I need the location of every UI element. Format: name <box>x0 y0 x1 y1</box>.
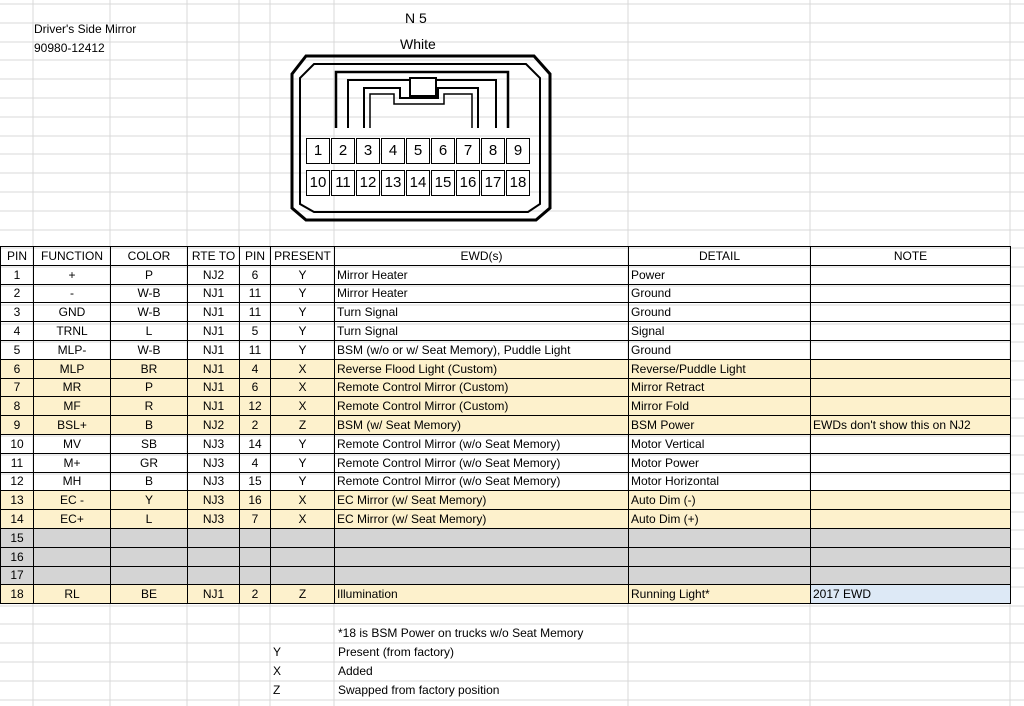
function-cell[interactable]: EC+ <box>34 510 111 529</box>
present-cell[interactable]: Y <box>271 322 335 341</box>
route-pin-cell[interactable]: 11 <box>240 284 271 303</box>
ewd-cell[interactable]: Illumination <box>335 585 629 604</box>
detail-cell[interactable]: Auto Dim (-) <box>629 491 811 510</box>
function-cell[interactable]: GND <box>34 303 111 322</box>
present-cell[interactable] <box>271 547 335 566</box>
present-cell[interactable]: X <box>271 510 335 529</box>
table-row <box>1 491 1011 510</box>
route-to-cell[interactable]: NJ3 <box>188 510 240 529</box>
detail-cell[interactable] <box>629 547 811 566</box>
present-cell[interactable]: X <box>271 491 335 510</box>
connector-pin-cell: 10 <box>306 170 330 196</box>
note-cell[interactable]: 2017 EWD <box>811 585 1011 604</box>
footnote: *18 is BSM Power on trucks w/o Seat Memory <box>338 626 584 640</box>
pin-cell[interactable]: 11 <box>1 453 34 472</box>
detail-cell[interactable]: Motor Power <box>629 453 811 472</box>
detail-cell[interactable]: Motor Vertical <box>629 434 811 453</box>
route-to-cell[interactable]: NJ1 <box>188 322 240 341</box>
detail-cell[interactable]: Power <box>629 265 811 284</box>
route-pin-cell[interactable]: 2 <box>240 585 271 604</box>
route-pin-cell[interactable]: 2 <box>240 416 271 435</box>
legend-meaning-x: Added <box>338 664 373 678</box>
route-to-cell[interactable]: NJ2 <box>188 265 240 284</box>
note-cell[interactable] <box>811 284 1011 303</box>
table-row <box>1 303 1011 322</box>
route-pin-cell[interactable]: 14 <box>240 434 271 453</box>
pin-cell[interactable]: 10 <box>1 434 34 453</box>
present-cell[interactable]: Y <box>271 265 335 284</box>
ewd-cell[interactable]: EC Mirror (w/ Seat Memory) <box>335 491 629 510</box>
function-cell[interactable]: MH <box>34 472 111 491</box>
pin-cell[interactable]: 2 <box>1 284 34 303</box>
wire-color-cell[interactable]: Y <box>111 491 188 510</box>
ewd-cell[interactable]: Remote Control Mirror (w/o Seat Memory) <box>335 434 629 453</box>
wire-color-cell[interactable]: GR <box>111 453 188 472</box>
legend-meaning-z: Swapped from factory position <box>338 683 500 697</box>
note-cell[interactable] <box>811 434 1011 453</box>
table-row <box>1 340 1011 359</box>
pin-cell[interactable]: 13 <box>1 491 34 510</box>
function-cell[interactable]: MLP- <box>34 340 111 359</box>
wire-color-cell[interactable]: P <box>111 265 188 284</box>
route-pin-cell[interactable]: 11 <box>240 340 271 359</box>
legend-code-x: X <box>273 664 282 678</box>
table-row <box>1 453 1011 472</box>
connector-pin-cell: 4 <box>381 138 405 164</box>
function-cell[interactable]: BSL+ <box>34 416 111 435</box>
col-header-ewd[interactable]: EWD(s) <box>335 247 629 266</box>
route-pin-cell[interactable]: 11 <box>240 303 271 322</box>
present-cell[interactable]: X <box>271 378 335 397</box>
pin-cell[interactable]: 7 <box>1 378 34 397</box>
function-cell[interactable] <box>34 547 111 566</box>
present-cell[interactable]: Y <box>271 284 335 303</box>
note-cell[interactable] <box>811 510 1011 529</box>
wire-color-cell[interactable]: L <box>111 322 188 341</box>
detail-cell[interactable]: Reverse/Puddle Light <box>629 359 811 378</box>
table-row <box>1 359 1011 378</box>
col-header-rte-pin[interactable]: PIN <box>240 247 271 266</box>
present-cell[interactable]: X <box>271 359 335 378</box>
wire-color-cell[interactable]: L <box>111 510 188 529</box>
function-cell[interactable]: MV <box>34 434 111 453</box>
ewd-cell[interactable]: Turn Signal <box>335 303 629 322</box>
table-row <box>1 566 1011 585</box>
connector-pin-cell: 13 <box>381 170 405 196</box>
present-cell[interactable]: Y <box>271 434 335 453</box>
function-cell[interactable]: MLP <box>34 359 111 378</box>
detail-cell[interactable]: Mirror Retract <box>629 378 811 397</box>
function-cell[interactable]: EC - <box>34 491 111 510</box>
function-cell[interactable] <box>34 566 111 585</box>
route-to-cell[interactable]: NJ3 <box>188 434 240 453</box>
detail-cell[interactable]: Auto Dim (+) <box>629 510 811 529</box>
ewd-cell[interactable]: BSM (w/ Seat Memory) <box>335 416 629 435</box>
present-cell[interactable]: Z <box>271 585 335 604</box>
note-cell[interactable] <box>811 453 1011 472</box>
connector-pin-cell: 14 <box>406 170 430 196</box>
pin-cell[interactable]: 4 <box>1 322 34 341</box>
connector-pin-cell: 17 <box>481 170 505 196</box>
route-to-cell[interactable] <box>188 566 240 585</box>
connector-pin-cell: 1 <box>306 138 330 164</box>
table-row <box>1 547 1011 566</box>
detail-cell[interactable] <box>629 528 811 547</box>
ewd-cell[interactable]: Mirror Heater <box>335 265 629 284</box>
col-header-function[interactable]: FUNCTION <box>34 247 111 266</box>
connector-pin-cell: 7 <box>456 138 480 164</box>
present-cell[interactable]: Y <box>271 472 335 491</box>
function-cell[interactable]: TRNL <box>34 322 111 341</box>
route-pin-cell[interactable]: 4 <box>240 359 271 378</box>
col-header-color[interactable]: COLOR <box>111 247 188 266</box>
connector-pin-cell: 6 <box>431 138 455 164</box>
function-cell[interactable]: M+ <box>34 453 111 472</box>
note-cell[interactable] <box>811 378 1011 397</box>
route-to-cell[interactable]: NJ1 <box>188 378 240 397</box>
table-row <box>1 284 1011 303</box>
route-to-cell[interactable] <box>188 528 240 547</box>
ewd-cell[interactable]: Mirror Heater <box>335 284 629 303</box>
ewd-cell[interactable]: Remote Control Mirror (Custom) <box>335 397 629 416</box>
col-header-pin[interactable]: PIN <box>1 247 34 266</box>
function-cell[interactable]: + <box>34 265 111 284</box>
connector-pin-cell: 15 <box>431 170 455 196</box>
ewd-cell[interactable]: Remote Control Mirror (w/o Seat Memory) <box>335 472 629 491</box>
pin-table <box>0 246 1011 604</box>
connector-pin-cell: 8 <box>481 138 505 164</box>
function-cell[interactable]: MF <box>34 397 111 416</box>
connector-pin-cell: 3 <box>356 138 380 164</box>
pin-cell[interactable]: 5 <box>1 340 34 359</box>
connector-pin-cell: 5 <box>406 138 430 164</box>
route-pin-cell[interactable]: 7 <box>240 510 271 529</box>
present-cell[interactable] <box>271 566 335 585</box>
legend-meaning-y: Present (from factory) <box>338 645 455 659</box>
route-to-cell[interactable]: NJ1 <box>188 340 240 359</box>
pin-cell[interactable]: 18 <box>1 585 34 604</box>
detail-cell[interactable]: BSM Power <box>629 416 811 435</box>
table-row <box>1 322 1011 341</box>
detail-cell[interactable]: Mirror Fold <box>629 397 811 416</box>
note-cell[interactable] <box>811 528 1011 547</box>
wire-color-cell[interactable]: BR <box>111 359 188 378</box>
wire-color-cell[interactable]: W-B <box>111 340 188 359</box>
table-row <box>1 585 1011 604</box>
ewd-cell[interactable]: BSM (w/o or w/ Seat Memory), Puddle Light <box>335 340 629 359</box>
table-header-row <box>1 247 1011 266</box>
pin-cell[interactable]: 3 <box>1 303 34 322</box>
col-header-rte-to[interactable]: RTE TO <box>188 247 240 266</box>
legend-code-z: Z <box>273 683 281 697</box>
connector-pin-cell: 2 <box>331 138 355 164</box>
route-to-cell[interactable]: NJ1 <box>188 359 240 378</box>
present-cell[interactable]: Y <box>271 340 335 359</box>
route-pin-cell[interactable]: 15 <box>240 472 271 491</box>
route-pin-cell[interactable]: 12 <box>240 397 271 416</box>
connector-pin-cell: 12 <box>356 170 380 196</box>
note-cell[interactable] <box>811 397 1011 416</box>
table-row <box>1 510 1011 529</box>
route-to-cell[interactable]: NJ1 <box>188 585 240 604</box>
present-cell[interactable]: Y <box>271 453 335 472</box>
connector-diagram <box>288 52 554 224</box>
present-cell[interactable]: X <box>271 397 335 416</box>
ewd-cell[interactable]: Remote Control Mirror (Custom) <box>335 378 629 397</box>
ewd-cell[interactable]: Remote Control Mirror (w/o Seat Memory) <box>335 453 629 472</box>
col-header-note[interactable]: NOTE <box>811 247 1011 266</box>
pin-cell[interactable]: 8 <box>1 397 34 416</box>
col-header-detail[interactable]: DETAIL <box>629 247 811 266</box>
route-to-cell[interactable]: NJ1 <box>188 303 240 322</box>
route-to-cell[interactable]: NJ3 <box>188 491 240 510</box>
pin-cell[interactable]: 14 <box>1 510 34 529</box>
wire-color-cell[interactable] <box>111 566 188 585</box>
pin-cell[interactable]: 9 <box>1 416 34 435</box>
wire-color-cell[interactable]: R <box>111 397 188 416</box>
col-header-present[interactable]: PRESENT <box>271 247 335 266</box>
ewd-cell[interactable]: Reverse Flood Light (Custom) <box>335 359 629 378</box>
route-pin-cell[interactable] <box>240 528 271 547</box>
note-cell[interactable] <box>811 322 1011 341</box>
detail-cell[interactable]: Signal <box>629 322 811 341</box>
route-to-cell[interactable] <box>188 547 240 566</box>
route-to-cell[interactable]: NJ2 <box>188 416 240 435</box>
function-cell[interactable]: MR <box>34 378 111 397</box>
note-cell[interactable] <box>811 359 1011 378</box>
route-pin-cell[interactable]: 16 <box>240 491 271 510</box>
pin-cell[interactable]: 17 <box>1 566 34 585</box>
table-row <box>1 528 1011 547</box>
table-row <box>1 265 1011 284</box>
connector-pin-cell: 11 <box>331 170 355 196</box>
note-cell[interactable] <box>811 547 1011 566</box>
wire-color-cell[interactable] <box>111 528 188 547</box>
present-cell[interactable]: Y <box>271 303 335 322</box>
wire-color-cell[interactable]: B <box>111 416 188 435</box>
pin-cell[interactable]: 15 <box>1 528 34 547</box>
note-cell[interactable] <box>811 303 1011 322</box>
route-pin-cell[interactable]: 4 <box>240 453 271 472</box>
route-pin-cell[interactable] <box>240 566 271 585</box>
detail-cell[interactable] <box>629 566 811 585</box>
function-cell[interactable] <box>34 528 111 547</box>
wire-color-cell[interactable] <box>111 547 188 566</box>
pin-cell[interactable]: 6 <box>1 359 34 378</box>
present-cell[interactable] <box>271 528 335 547</box>
route-pin-cell[interactable]: 6 <box>240 265 271 284</box>
wire-color-cell[interactable]: W-B <box>111 284 188 303</box>
detail-cell[interactable]: Running Light* <box>629 585 811 604</box>
legend-code-y: Y <box>273 645 282 659</box>
wire-color-cell[interactable]: SB <box>111 434 188 453</box>
connector-pin-cell: 18 <box>506 170 530 196</box>
note-cell[interactable] <box>811 472 1011 491</box>
present-cell[interactable]: Z <box>271 416 335 435</box>
pin-cell[interactable]: 12 <box>1 472 34 491</box>
table-row <box>1 434 1011 453</box>
route-pin-cell[interactable]: 6 <box>240 378 271 397</box>
ewd-cell[interactable] <box>335 547 629 566</box>
table-row <box>1 397 1011 416</box>
route-to-cell[interactable]: NJ3 <box>188 472 240 491</box>
wire-color-cell[interactable]: B <box>111 472 188 491</box>
function-cell[interactable]: RL <box>34 585 111 604</box>
note-cell[interactable] <box>811 566 1011 585</box>
route-pin-cell[interactable]: 5 <box>240 322 271 341</box>
part-number: 90980-12412 <box>34 41 105 55</box>
pin-cell[interactable]: 16 <box>1 547 34 566</box>
wire-color-cell[interactable]: W-B <box>111 303 188 322</box>
route-to-cell[interactable]: NJ3 <box>188 453 240 472</box>
pin-cell[interactable]: 1 <box>1 265 34 284</box>
route-pin-cell[interactable] <box>240 547 271 566</box>
detail-cell[interactable]: Ground <box>629 340 811 359</box>
detail-cell[interactable]: Motor Horizontal <box>629 472 811 491</box>
ewd-cell[interactable]: EC Mirror (w/ Seat Memory) <box>335 510 629 529</box>
route-to-cell[interactable]: NJ1 <box>188 397 240 416</box>
connector-pin-cell: 9 <box>506 138 530 164</box>
ewd-cell[interactable] <box>335 528 629 547</box>
table-row <box>1 416 1011 435</box>
route-to-cell[interactable]: NJ1 <box>188 284 240 303</box>
connector-id: N 5 <box>405 10 427 26</box>
connector-pin-cell: 16 <box>456 170 480 196</box>
table-row <box>1 378 1011 397</box>
wire-color-cell[interactable]: BE <box>111 585 188 604</box>
table-row <box>1 472 1011 491</box>
note-cell[interactable] <box>811 340 1011 359</box>
note-cell[interactable]: EWDs don't show this on NJ2 <box>811 416 1011 435</box>
note-cell[interactable] <box>811 265 1011 284</box>
part-name: Driver's Side Mirror <box>34 22 137 36</box>
note-cell[interactable] <box>811 491 1011 510</box>
detail-cell[interactable]: Ground <box>629 284 811 303</box>
function-cell[interactable]: - <box>34 284 111 303</box>
ewd-cell[interactable]: Turn Signal <box>335 322 629 341</box>
wire-color-cell[interactable]: P <box>111 378 188 397</box>
detail-cell[interactable]: Ground <box>629 303 811 322</box>
ewd-cell[interactable] <box>335 566 629 585</box>
connector-color: White <box>400 36 436 52</box>
